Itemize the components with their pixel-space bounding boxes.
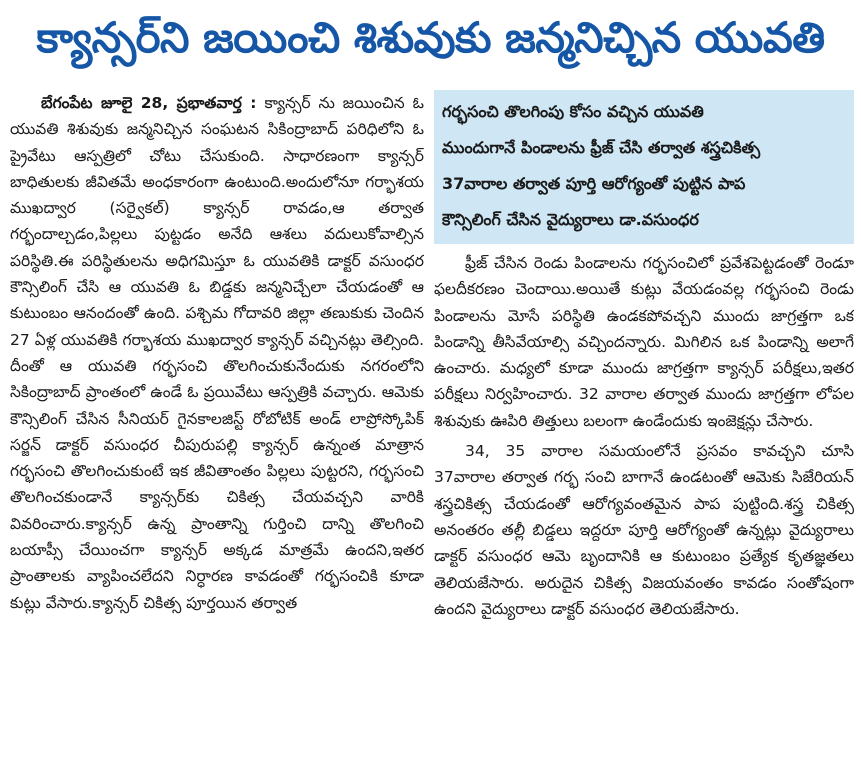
right-paragraph-1: ఫ్రీజ్ చేసిన రెండు పిండాలను గర్భసంచిలో ప్రవేశపెట్టడంతో రెండూ ఫలదీకరణం చెందాయి.అయితే కుట్లు వేయడంవల్ల గర్భసంచి రెండు పిండాలను మోసే పరిస్థితి ఉండకపోవచ్చని ముందు జాగ్రత్తగా ఒక పిండాన్ని తీసివేయాల్సి వచ్చిందన్నారు. మిగిలిన ఒక పిండాన్ని అలాగే ఉంచారు. మధ్యలో కూడా ముందు జాగ్రత్తగా క్యాన్సర్ పరీక్షలు,ఇతర పరీక్షలు నిర్వహించారు. 32 వారాల తర్వాత ముందు జాగ్రత్తగా లోపల శిశువుకు ఊపిరి తిత్తులు బలంగా ఉండేందుకు ఇంజెక్షన్లు చేసారు. xyxy=(434,254,854,430)
highlight-line: గర్భసంచి తొలగింపు కోసం వచ్చిన యువతి xyxy=(442,102,704,121)
highlight-line: 37వారాల తర్వాత పూర్తి ఆరోగ్యంతో పుట్టిన పాప xyxy=(442,174,746,193)
highlight-line: ముందుగానే పిండాలను ఫ్రీజ్ చేసి తర్వాత శస్త్రచికిత్స xyxy=(442,138,761,157)
left-column-body: క్యాన్సర్ ను జయించిన ఓ యువతి శిశువుకు జన్మనిచ్చిన సంఘటన సికింద్రాబాద్ పరిధిలోని ఓ ప్రైవేటు ఆస్పత్రిలో చోటు చేసుకుంది. సాధారణంగా క్యాన్సర్ బాధితులకు జీవితమే అంధకారంగా ఉంటుంది.అందులోనూ గర్భాశయ ముఖద్వార (సర్వైకల్) క్యాన్సర్ రావడం,ఆ తర్వాత గర్భందాల్చడం,పిల్లలు పుట్టడం అనేది ఆశలు వదులుకోవాల్సిన పరిస్థితి.ఈ పరిస్థితులను అధిగమిస్తూ ఓ యువతికి డాక్టర్ వసుంధర కౌన్సిలింగ్ చేసి ఆ యువతి ఓ బిడ్డకు జన్మనిచ్చేలా చేయడంతో ఆ కుటుంబం ఆనందంతో ఉంది. పశ్చిమ గోదావరి జిల్లా తణుకుకు చెందిన 27 ఏళ్ల యువతికి గర్భాశయ ముఖద్వార క్యాన్సర్ వచ్చినట్లు తెల్సింది. దీంతో ఆ యువతి గర్భసంచి తొలగించుకునేందుకు నగరంలోని సికింద్రాబాద్ ప్రాంతంలో ఉండే ఓ ప్రయివేటు ఆస్పత్రికి వచ్చారు. ఆమెకు కౌన్సిలింగ్ చేసిన సీనియర్ గైనకాలజిస్ట్ రోబోటిక్ అండ్ లాప్రోస్కోపిక్ సర్జన్ డాక్టర్ వసుంధర చీపురుపల్లి క్యాన్సర్ ఉన్నంత మాత్రాన గర్భసంచి తొలగించుకుంటే ఇక జీవితాంతం పిల్లలు పుట్టరని, గర్భసంచి తొలగించకుండానే క్యాన్సర్‌కు చికిత్స చేయవచ్చని వారికి వివరించారు.క్యాన్సర్ ఉన్న ప్రాంతాన్ని గుర్తించి దాన్ని తొలగించి బయాప్సీ చేయించగా క్యాన్సర్ అక్కడ మాత్రమే ఉందని,ఇతర ప్రాంతాలకు వ్యాపించలేదని నిర్ధారణ కావడంతో గర్భసంచికి కూడా కుట్లు వేసారు.క్యాన్సర్ చికిత్స పూర్తయిన తర్వాత xyxy=(10,94,424,612)
highlight-box xyxy=(434,90,854,244)
left-column-text xyxy=(10,90,424,616)
headline: క్యాన్సర్‌ని జయించి శిశువుకు జన్మనిచ్చిన యువతి xyxy=(36,13,825,62)
highlight-line: కౌన్సిలింగ్ చేసిన వైద్యురాలు డా.వసుంధర xyxy=(442,210,699,229)
left-column xyxy=(10,90,424,775)
right-paragraph-2: 34, 35 వారాల సమయంలోనే ప్రసవం కావచ్చని చూసి 37వారాల తర్వాత గర్భ సంచి బాగానే ఉండటంతో ఆమెకు సిజేరియన్ శస్త్రచికిత్స చేయడంతో ఆరోగ్యవంతమైన పాప పుట్టింది.శస్త్ర చికిత్స అనంతరం తల్లీ బిడ్డలు ఇద్దరూ పూర్తి ఆరోగ్యంతో ఉన్నట్లు వైద్యురాలు డాక్టర్ వసుంధర ఆమె బృందానికి ఆ కుటుంబం ప్రత్యేక కృతజ్ఞతలు తెలియజేసారు. అరుదైన చికిత్స విజయవంతం కావడం సంతోషంగా ఉందని వైద్యురాలు డాక్టర్ వసుంధర తెలియజేసారు. xyxy=(434,442,854,618)
right-column xyxy=(434,90,854,775)
dateline: బేగంపేట జూలై 28, ప్రభాతవార్త : xyxy=(41,94,257,112)
